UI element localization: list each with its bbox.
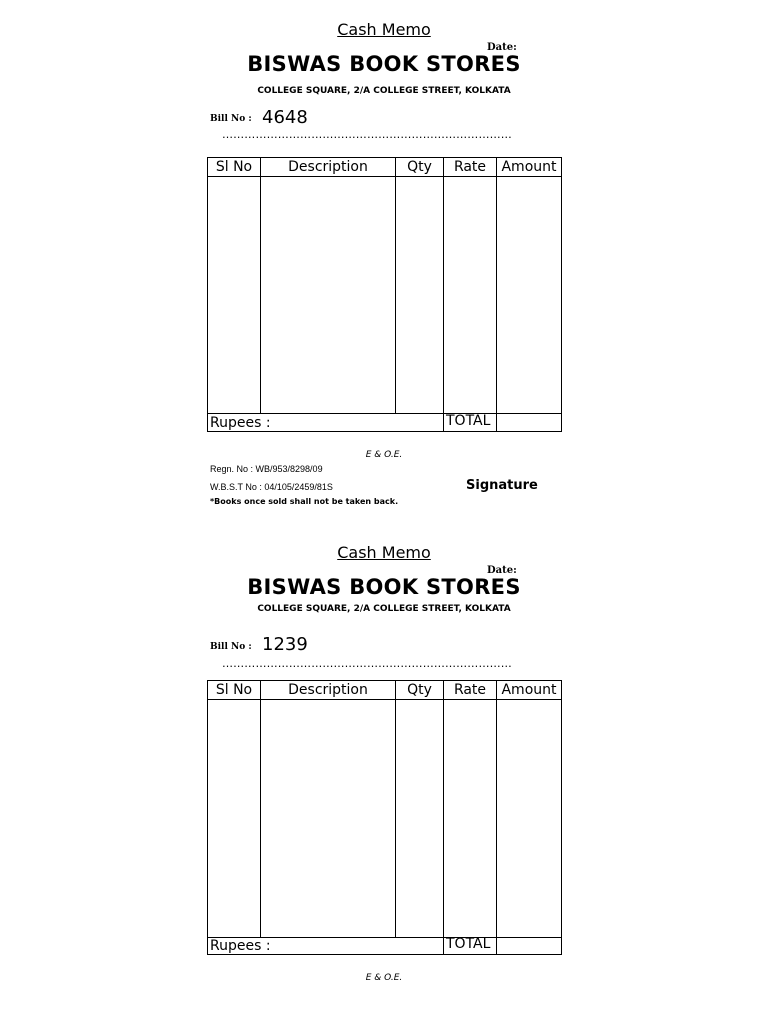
bill-number-label: Bill No : <box>210 642 252 652</box>
column-header-qty: Qty <box>407 159 432 175</box>
column-divider <box>443 681 444 954</box>
column-header-rate: Rate <box>453 682 487 698</box>
store-address: COLLEGE SQUARE, 2/A COLLEGE STREET, KOLKATA <box>257 604 511 614</box>
rupees-label: Rupees : <box>210 938 271 954</box>
column-header-amount: Amount <box>501 682 557 698</box>
column-header-rate: Rate <box>453 159 487 175</box>
column-header-qty: Qty <box>407 682 432 698</box>
column-divider <box>443 158 444 431</box>
eoe-note: E & O.E. <box>365 973 403 983</box>
column-header-description: Description <box>288 159 368 175</box>
column-divider <box>496 681 497 954</box>
wbst-number: W.B.S.T No : 04/105/2459/81S <box>210 482 333 492</box>
column-header-sl-no: Sl No <box>215 682 253 698</box>
header-divider <box>208 176 561 177</box>
items-table <box>207 680 562 955</box>
return-policy-note: *Books once sold shall not be taken back. <box>210 497 399 506</box>
column-divider <box>395 158 396 413</box>
date-label: Date: <box>487 565 517 576</box>
footer-divider <box>208 413 561 414</box>
customer-name-line: …………………………………………………………………… <box>222 128 512 141</box>
items-table <box>207 157 562 432</box>
customer-name-line: …………………………………………………………………… <box>222 657 512 670</box>
store-name: BISWAS BOOK STORES <box>247 52 521 76</box>
column-divider <box>260 681 261 937</box>
date-label: Date: <box>487 42 517 53</box>
registration-number: Regn. No : WB/953/8298/09 <box>210 464 323 474</box>
column-divider <box>496 158 497 431</box>
column-header-sl-no: Sl No <box>215 159 253 175</box>
bill-number-label: Bill No : <box>210 114 252 124</box>
column-divider <box>395 681 396 937</box>
memo-title: Cash Memo <box>337 20 431 39</box>
column-header-description: Description <box>288 682 368 698</box>
bill-number: 1239 <box>262 634 308 655</box>
signature-label: Signature <box>466 478 538 493</box>
total-label: TOTAL <box>446 936 491 952</box>
header-divider <box>208 699 561 700</box>
rupees-label: Rupees : <box>210 415 271 431</box>
store-address: COLLEGE SQUARE, 2/A COLLEGE STREET, KOLKATA <box>257 86 511 96</box>
cash-memo-2 <box>0 523 768 1024</box>
column-header-amount: Amount <box>501 159 557 175</box>
total-label: TOTAL <box>446 413 491 429</box>
bill-number: 4648 <box>262 107 308 128</box>
column-divider <box>260 158 261 413</box>
memo-title: Cash Memo <box>337 543 431 562</box>
eoe-note: E & O.E. <box>365 450 403 460</box>
store-name: BISWAS BOOK STORES <box>247 575 521 599</box>
